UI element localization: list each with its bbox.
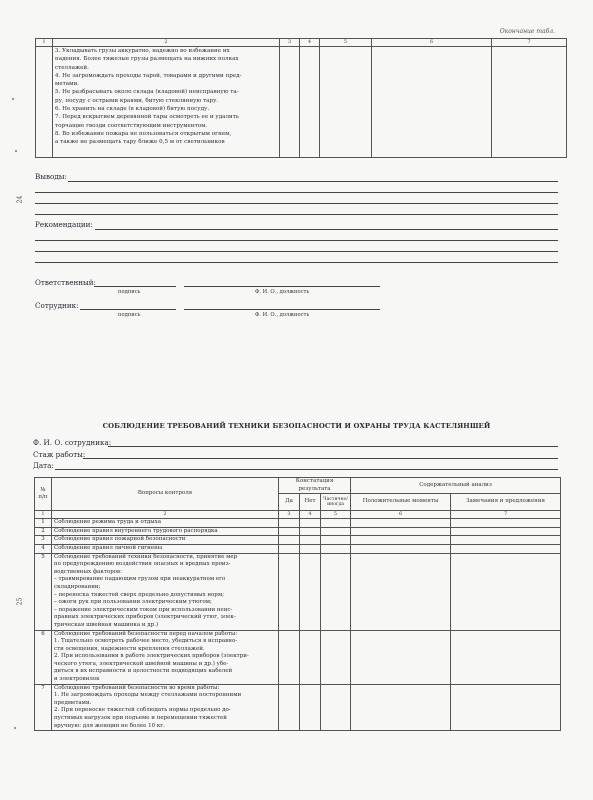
text-line: метами. [55, 81, 79, 88]
row-question: Соблюдение требований безопасности перед началом работы: 1. Тщательно осмотреть рабочее место, убедиться в исправно- сти освещения, надежности крепления стеллажей. 2. При использовании в работе электрических приборов (электри- ческого утюга, электрической швейной машины и др.) убе- диться в их исправности и целостности подводящих кабелей и электровилок [52, 630, 279, 684]
header-statement: Констатация результата [279, 478, 351, 494]
text-line: ру, посуду с острыми краями, битую стеклянную тару. [55, 97, 219, 104]
header-remarks: Замечания и предложения [451, 494, 561, 511]
row-number: 4 [35, 544, 52, 553]
header-yes: Да [279, 494, 300, 511]
text-line: 4. Не загромождать проходы тарой, товарами и другими пред- [55, 72, 242, 79]
recommendations-line [35, 262, 558, 263]
row-question: Соблюдение требований безопасности во время работы: 1. Не загромождать проходы между стеллажами посторонними предметами. 2. При переноске тяжестей соблюдать нормы предельно до- пустимых нагрузок при подъеме и перемещении тяжестей вручную: для женщин не более 10 кг. [52, 684, 279, 731]
recommendations-label: Рекомендации: [35, 220, 93, 229]
header-positive: Положительные моменты [351, 494, 451, 511]
row-number: 1 [35, 519, 52, 528]
col-num: 5 [320, 39, 372, 47]
row-question: Соблюдение правил пожарной безопасности [52, 536, 279, 545]
text-line: 3. Укладывать грузы аккуратно, надежно во избежание их [55, 48, 230, 54]
table-row [35, 519, 561, 528]
conclusions-line [68, 181, 558, 182]
column-number-row [35, 511, 561, 519]
conclusions-line [35, 203, 558, 204]
col-num: 4 [300, 39, 320, 47]
text-line: 6. Не хранить на складе (в кладовой) битую посуду. [55, 106, 210, 113]
row-number: 2 [35, 527, 52, 536]
continuation-table [35, 38, 567, 158]
table-row [36, 47, 567, 158]
punch-mark [14, 727, 16, 729]
section-title: СОБЛЮДЕНИЕ ТРЕБОВАНИЙ ТЕХНИКИ БЕЗОПАСНОСТИ И ОХРАНЫ ТРУДА КАСТЕЛЯНШЕЙ [102, 422, 491, 430]
header-no: Нет [300, 494, 321, 511]
conclusions-label: Выводы: [35, 172, 67, 181]
page-number: 25 [16, 597, 24, 606]
table-row [35, 553, 561, 630]
punch-mark [15, 150, 17, 152]
employee-label: Сотрудник: [35, 301, 79, 310]
text-line: 7. Перед вскрытием деревянной тары осмотреть ее и удалить [55, 114, 239, 121]
header-row [35, 478, 561, 494]
table-row [35, 630, 561, 684]
signature-caption: подпись [118, 289, 141, 295]
name-line [184, 286, 380, 287]
employee-name-label: Ф. И. О. сотрудника: [33, 438, 112, 447]
text-line: падения. Более тяжелые грузы размещать на нижних полках [55, 56, 239, 63]
row-question: Соблюдение требований техники безопасности, принятие мер по предупреждению воздействия опасных и вредных произ- водственных факторов: – травмирование падающим грузом при неаккуратном его складировании; – переноска тяжестей сверх предельно допустимых норм; – ожоги рук при пользовании электрическим утюгом; – поражение электрическим током при использовании неис- правных электрических приборов (электрический утюг, элек- трическая швейная машинка и др.) [52, 553, 279, 630]
row-question: Соблюдение правил личной гигиены [52, 544, 279, 553]
col-num: 2 [53, 39, 280, 47]
employee-name-line [108, 446, 558, 447]
header-partial: Частично/ иногда [321, 494, 351, 511]
experience-label: Стаж работы: [33, 450, 86, 459]
name-line [184, 309, 380, 310]
conclusions-line [35, 192, 558, 193]
signature-line [94, 286, 176, 287]
row-number: 5 [35, 553, 52, 630]
col-num: 1 [36, 39, 53, 47]
col-num: 6 [351, 511, 451, 519]
text-line: 8. Во избежание пожара не пользоваться открытым огнем, [55, 130, 232, 137]
header-analysis: Содержательный анализ [351, 478, 561, 494]
recommendations-line [35, 240, 558, 241]
experience-line [83, 458, 558, 459]
text-line: стеллажей. [55, 64, 89, 71]
text-line: а также не размещать тару ближе 0,5 м от светильников [55, 139, 225, 146]
col-num: 5 [321, 511, 351, 519]
row-number: 7 [35, 684, 52, 731]
page-number: 24 [16, 195, 24, 204]
row-question: Соблюдение режима труда и отдыха [52, 519, 279, 528]
name-caption: Ф. И. О., должность [255, 312, 310, 318]
text-line: торчащие гвозди соответствующим инструментом. [55, 122, 208, 129]
punch-mark [12, 98, 14, 100]
safety-checklist-table [34, 477, 561, 731]
recommendations-line [35, 251, 558, 252]
signature-caption: подпись [118, 312, 141, 318]
row-text [53, 47, 280, 158]
header-questions: Вопросы контроля [52, 478, 279, 511]
col-num: 7 [451, 511, 561, 519]
col-num: 4 [300, 511, 321, 519]
col-num: 3 [280, 39, 300, 47]
signature-line [80, 309, 176, 310]
col-num: 6 [372, 39, 492, 47]
table-row [35, 536, 561, 545]
col-num: 1 [35, 511, 52, 519]
row-number: 6 [35, 630, 52, 684]
table-row [35, 684, 561, 731]
conclusions-line [35, 214, 558, 215]
col-num: 3 [279, 511, 300, 519]
date-label: Дата: [33, 461, 54, 470]
table-row [35, 544, 561, 553]
header-num: № п/п [35, 478, 52, 511]
recommendations-line [95, 229, 558, 230]
col-num: 2 [52, 511, 279, 519]
column-number-row [36, 39, 567, 47]
row-number: 3 [35, 536, 52, 545]
name-caption: Ф. И. О., должность [255, 289, 310, 295]
continuation-note: Окончание табл. [499, 28, 555, 35]
col-num: 7 [492, 39, 567, 47]
responsible-label: Ответственный: [35, 278, 96, 287]
date-line [55, 469, 558, 470]
table-row [35, 527, 561, 536]
row-question: Соблюдение правил внутреннего трудового распорядка [52, 527, 279, 536]
text-line: 5. Не разбрасывать около склада (кладовой) неисправную та- [55, 89, 239, 96]
